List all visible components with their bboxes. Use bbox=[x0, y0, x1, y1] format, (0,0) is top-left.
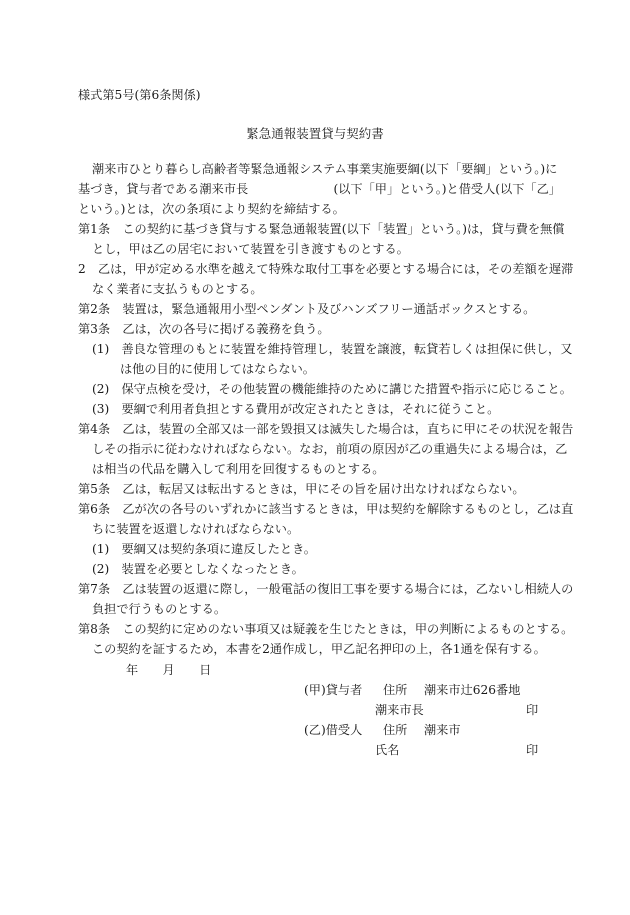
preamble-line-2: 基づき，貸与者である潮来市長 (以下「甲」という。)と借受人(以下「乙」 bbox=[78, 182, 561, 196]
lender-seal: 印 bbox=[526, 703, 539, 717]
article-7-line-1: 第7条 乙は装置の返還に際し，一般電話の復旧工事を要する場合には，乙ないし相続人の bbox=[78, 582, 574, 596]
article-1-para-2-line-2: なく業者に支払うものとする。 bbox=[92, 282, 263, 296]
article-6-line-1: 第6条 乙が次の各号のいずれかに該当するときは，甲は契約を解除するものとし，乙は直 bbox=[78, 502, 574, 516]
article-6-item-1: (1) 要綱又は契約条項に違反したとき。 bbox=[92, 542, 316, 556]
lender-address: 潮来市辻626番地 bbox=[424, 683, 521, 697]
article-1-para-2-line-1: 2 乙は，甲が定める水準を越えて特殊な取付工事を必要とする場合には，その差額を遅滞 bbox=[78, 262, 574, 276]
article-2: 第2条 装置は，緊急通報用小型ペンダント及びハンズフリー通話ボックスとする。 bbox=[78, 302, 536, 316]
article-8: 第8条 この契約に定めのない事項又は疑義を生じたときは，甲の判断によるものとする。 bbox=[78, 622, 574, 636]
document-title: 緊急通報装置貸与契約書 bbox=[246, 126, 384, 141]
article-3-item-1-line-2: は他の目的に使用してはならない。 bbox=[120, 362, 315, 376]
article-1-line-1: 第1条 この契約に基づき貸与する緊急通報装置(以下「装置」という。)は，貸与費を無償 bbox=[78, 222, 565, 236]
article-3-item-1-line-1: (1) 善良な管理のもとに装置を維持管理し，装置を譲渡，転貸若しくは担保に供し，又 bbox=[92, 342, 573, 356]
lender-role: (甲)貸与者 bbox=[304, 683, 363, 697]
article-4-line-1: 第4条 乙は，装置の全部又は一部を毀損又は滅失した場合は，直ちに甲にその状況を報告 bbox=[78, 422, 574, 436]
borrower-seal: 印 bbox=[526, 743, 539, 757]
article-3: 第3条 乙は，次の各号に掲げる義務を負う。 bbox=[78, 322, 330, 336]
contract-date: 年 月 日 bbox=[126, 663, 212, 677]
form-number: 様式第5号(第6条関係) bbox=[78, 88, 201, 102]
article-3-item-2: (2) 保守点検を受け，その他装置の機能維持のために講じた措置や指示に応じること。 bbox=[92, 382, 572, 396]
article-4-line-3: は相当の代品を購入して利用を回復するものとする。 bbox=[92, 462, 385, 476]
preamble-line-1: 潮来市ひとり暮らし高齢者等緊急通報システム事業実施要綱(以下「要綱」という。)に bbox=[92, 162, 558, 176]
article-3-item-3: (3) 要綱で利用者負担とする費用が改定されたときは，それに従うこと。 bbox=[92, 402, 500, 416]
borrower-role: (乙)借受人 bbox=[304, 723, 363, 737]
preamble-line-3: という。)とは，次の条項により契約を締結する。 bbox=[78, 202, 345, 216]
borrower-address-label: 住所 bbox=[383, 723, 408, 737]
lender-name: 潮来市長 bbox=[375, 703, 424, 717]
lender-address-label: 住所 bbox=[383, 683, 408, 697]
article-4-line-2: しその指示に従わなければならない。なお，前項の原因が乙の重過失による場合は，乙 bbox=[92, 442, 568, 456]
article-5: 第5条 乙は，転居又は転出するときは，甲にその旨を届け出なければならない。 bbox=[78, 482, 525, 496]
borrower-address: 潮来市 bbox=[424, 723, 461, 737]
closing-statement: この契約を証するため，本書を2通作成し，甲乙記名押印の上，各1通を保有する。 bbox=[92, 642, 546, 656]
article-6-item-2: (2) 装置を必要としなくなったとき。 bbox=[92, 562, 304, 576]
article-6-line-2: ちに装置を返還しなければならない。 bbox=[92, 522, 300, 536]
article-1-line-2: とし，甲は乙の居宅において装置を引き渡すものとする。 bbox=[92, 242, 409, 256]
article-7-line-2: 負担で行うものとする。 bbox=[92, 602, 227, 616]
borrower-name-label: 氏名 bbox=[375, 743, 400, 757]
